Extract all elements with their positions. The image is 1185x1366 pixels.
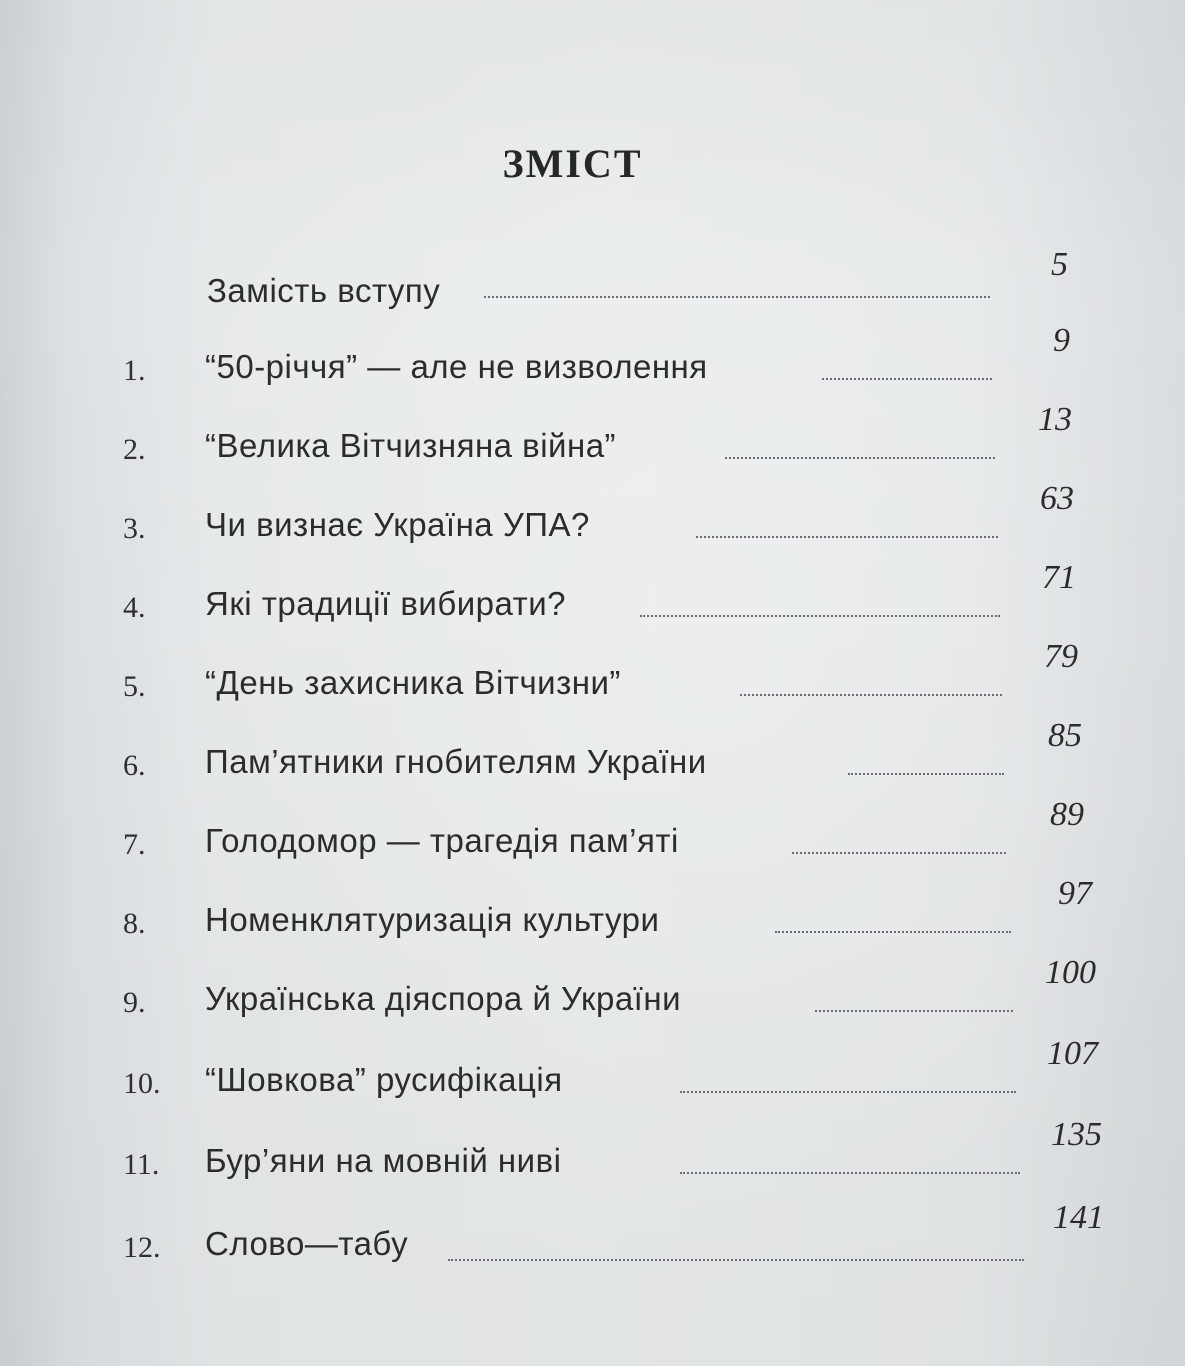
toc-entry-page: 79 [1044,638,1078,675]
toc-entry-label: Голодомор — трагедія пам’яті [205,822,679,859]
toc-entry-label: Чи визнає Україна УПА? [205,506,590,543]
toc-entry-number: 9. [123,986,146,1019]
toc-entry-number: 2. [123,433,146,466]
toc-entry-number: 3. [123,512,146,545]
toc-entry-number: 6. [123,749,146,782]
dot-leader [725,457,995,459]
toc-entry-number: 10. [123,1067,161,1100]
toc-entry-number: 1. [123,354,146,387]
toc-entry [0,316,1185,396]
toc-entry-page: 63 [1040,480,1074,517]
toc-entry-label: Пам’ятники гнобителям України [205,743,707,780]
toc-entry-label: “Велика Вітчизняна війна” [205,427,617,464]
toc-entry [0,395,1185,475]
dot-leader [696,536,998,538]
toc-entry-page: 97 [1058,875,1092,912]
toc-entry [0,240,1185,320]
toc-entry-label: “50-річчя” — але не визволення [205,348,708,385]
dot-leader [640,615,1000,617]
dot-leader [484,296,990,298]
toc-entry-number: 11. [123,1148,160,1181]
toc-entry-number: 8. [123,907,146,940]
toc-entry-number: 7. [123,828,146,861]
toc-entry-label: Замість вступу [207,272,441,309]
dot-leader [680,1172,1020,1174]
dot-leader [848,773,1004,775]
toc-entry [0,790,1185,870]
toc-entry [0,1110,1185,1190]
toc-entry-number: 4. [123,591,146,624]
toc-entry-page: 89 [1050,796,1084,833]
dot-leader [792,852,1006,854]
toc-entry-number: 5. [123,670,146,703]
toc-entry-label: Які традиції вибирати? [205,585,567,622]
toc-entry-page: 107 [1047,1035,1098,1072]
toc-entry-label: “День захисника Вітчизни” [205,664,621,701]
toc-entry [0,553,1185,633]
toc-entry-label: Українська діяспора й України [205,980,682,1017]
toc-entry-label: Бур’яни на мовній ниві [205,1142,562,1179]
dot-leader [822,378,992,380]
toc-entry [0,948,1185,1028]
toc-entry-page: 9 [1053,322,1070,359]
toc-entry-page: 71 [1042,559,1076,596]
toc-entry-page: 141 [1053,1199,1104,1236]
toc-entry-page: 85 [1048,717,1082,754]
toc-entry-number: 12. [123,1231,161,1264]
toc-entry-page: 100 [1045,954,1096,991]
dot-leader [680,1091,1016,1093]
dot-leader [740,694,1002,696]
toc-entry-page: 5 [1051,246,1068,283]
toc-entry [0,869,1185,949]
toc-entry [0,474,1185,554]
toc-entry-page: 135 [1051,1116,1102,1153]
toc-entry [0,1193,1185,1273]
toc-entry [0,632,1185,712]
toc-entry-label: “Шовкова” русифікація [205,1061,563,1098]
toc-entry-page: 13 [1038,401,1072,438]
toc-entry-label: Слово—табу [205,1225,409,1262]
dot-leader [815,1010,1013,1012]
page-title: ЗМІСТ [502,141,643,186]
dot-leader [775,931,1011,933]
toc-entry [0,711,1185,791]
dot-leader [448,1259,1024,1261]
toc-entry-label: Номенклятуризація культури [205,901,660,938]
toc-entry [0,1029,1185,1109]
